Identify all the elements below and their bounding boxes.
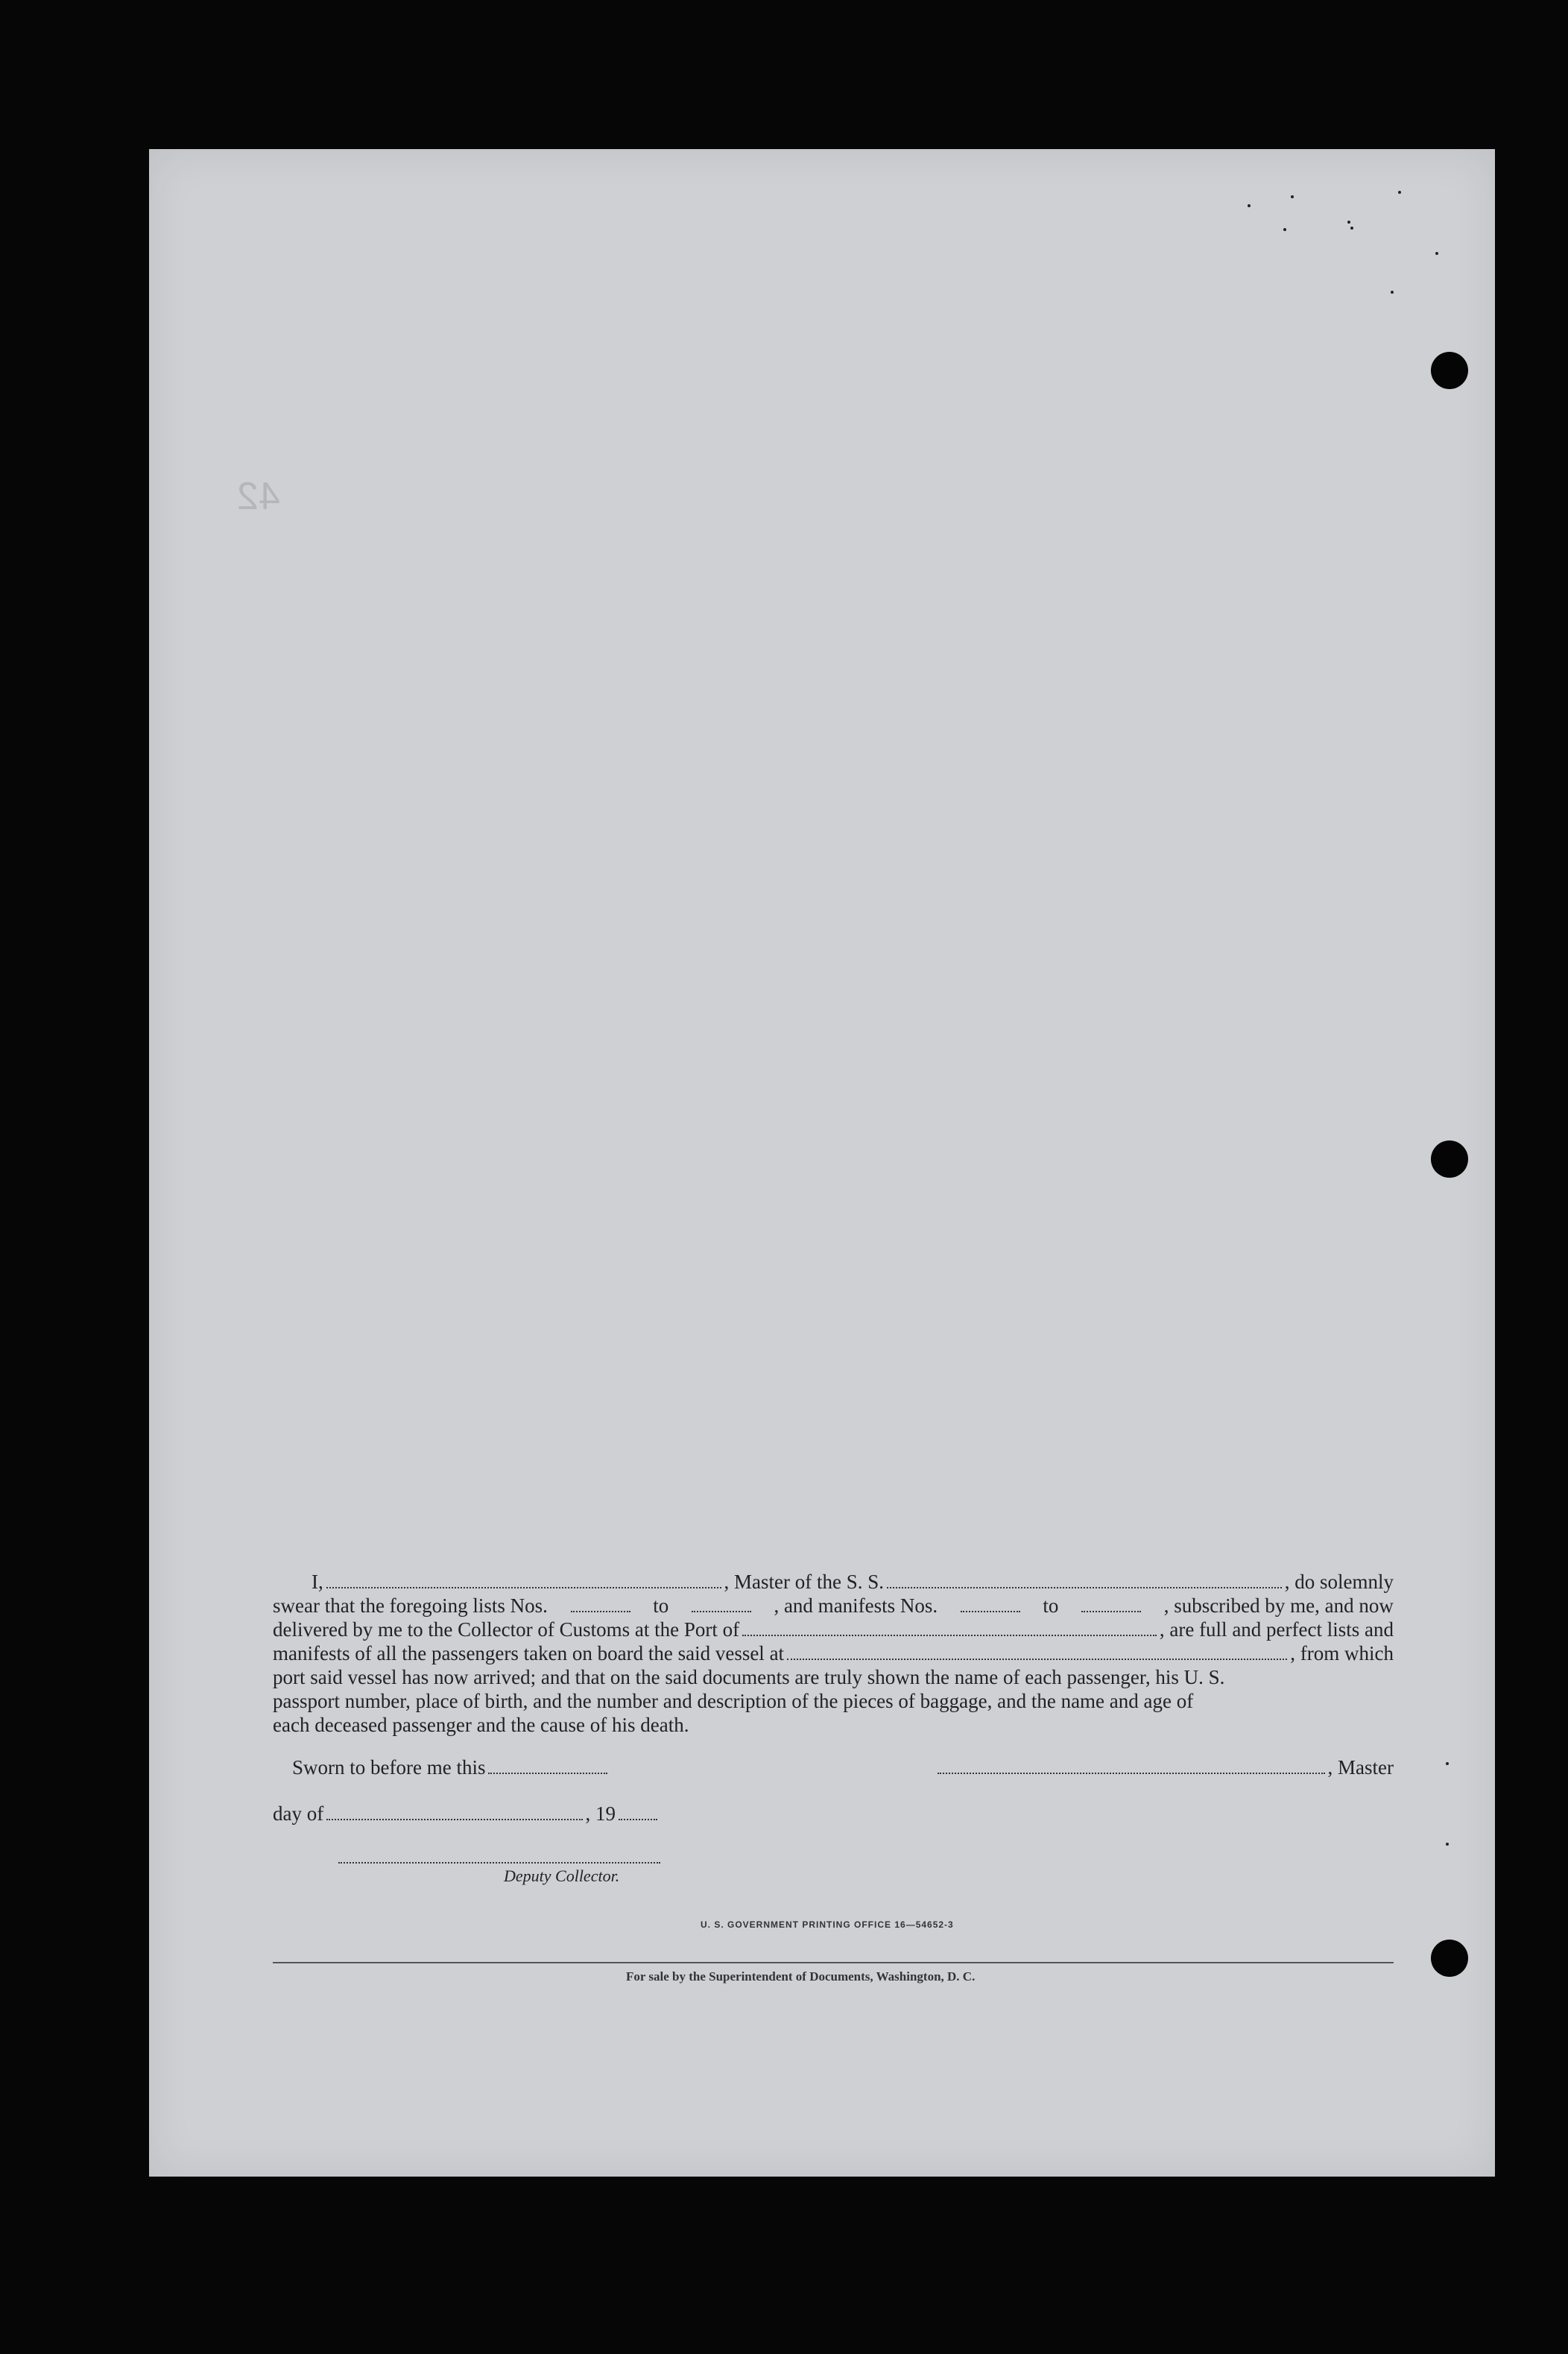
oath-line-3: [273, 1618, 1394, 1641]
oath-paragraph: [273, 1570, 1394, 1737]
speck: [1446, 1762, 1449, 1765]
year-label: , 19: [585, 1802, 616, 1825]
speck: [1248, 204, 1251, 207]
speck: [1398, 191, 1401, 194]
punch-hole-top: [1431, 352, 1468, 389]
speck: [1350, 227, 1353, 230]
fill-blank-list-from: [571, 1611, 630, 1612]
fill-blank-month: [326, 1819, 582, 1820]
oath-text: , and manifests Nos.: [774, 1594, 938, 1617]
oath-text: each deceased passenger and the cause of his death.: [273, 1714, 689, 1736]
oath-text: , Master of the S. S.: [724, 1571, 884, 1593]
speck: [1435, 252, 1438, 255]
fill-blank-departure-port: [787, 1659, 1287, 1660]
oath-line-7: [273, 1713, 1394, 1737]
oath-line-2: [273, 1594, 1394, 1618]
oath-text: port said vessel has now arrived; and that on the said documents are truly shown the name of each passenger, his U. S.: [273, 1666, 1225, 1688]
speck: [1283, 228, 1286, 231]
oath-line-6: [273, 1689, 1394, 1713]
footer-rule: [273, 1962, 1394, 1963]
printing-office-imprint: U. S. GOVERNMENT PRINTING OFFICE 16—54652-3: [701, 1919, 954, 1930]
fill-blank-port: [742, 1635, 1157, 1636]
day-row: [273, 1802, 660, 1826]
oath-text: to: [1043, 1594, 1059, 1617]
oath-text: I,: [312, 1571, 323, 1593]
punch-hole-bottom: [1431, 1940, 1468, 1977]
sworn-row: [273, 1756, 1394, 1779]
punch-hole-middle: [1431, 1140, 1468, 1178]
fill-blank-year: [619, 1819, 657, 1820]
oath-line-5: [273, 1665, 1394, 1689]
speck: [1446, 1843, 1449, 1846]
speck: [1391, 291, 1394, 294]
fill-blank-master-name: [326, 1587, 721, 1588]
sworn-label: Sworn to before me this: [292, 1756, 486, 1779]
oath-text: delivered by me to the Collector of Customs at the Port of: [273, 1618, 740, 1641]
oath-text: swear that the foregoing lists Nos.: [273, 1594, 548, 1617]
oath-text: to: [653, 1594, 669, 1617]
oath-text: , do solemnly: [1284, 1571, 1394, 1593]
deputy-collector-label: Deputy Collector.: [504, 1867, 620, 1885]
speck: [1347, 221, 1350, 224]
fill-blank-manifest-to: [1081, 1611, 1141, 1612]
fill-blank-list-to: [692, 1611, 751, 1612]
fill-blank-sworn-day: [488, 1773, 607, 1774]
oath-text: , from which: [1290, 1642, 1394, 1664]
oath-text: passport number, place of birth, and the number and description of the pieces of baggage, and the name and age of: [273, 1690, 1194, 1712]
oath-line-4: [273, 1641, 1394, 1665]
for-sale-note: For sale by the Superintendent of Documents, Washington, D. C.: [626, 1969, 976, 1984]
fill-blank-manifest-from: [961, 1611, 1020, 1612]
oath-line-1: [273, 1570, 1394, 1594]
deputy-signature-line: [338, 1862, 660, 1864]
fill-blank-vessel-name: [887, 1587, 1282, 1588]
oath-text: , subscribed by me, and now: [1163, 1594, 1394, 1617]
speck: [1291, 195, 1294, 198]
day-label: day of: [273, 1802, 324, 1825]
master-label: , Master: [1327, 1756, 1394, 1779]
fill-blank-master-signature: [938, 1773, 1325, 1774]
oath-text: , are full and perfect lists and: [1159, 1618, 1394, 1641]
document-page: [149, 149, 1495, 2177]
oath-text: manifests of all the passengers taken on board the said vessel at: [273, 1642, 785, 1664]
margin-number: 42: [237, 475, 280, 518]
